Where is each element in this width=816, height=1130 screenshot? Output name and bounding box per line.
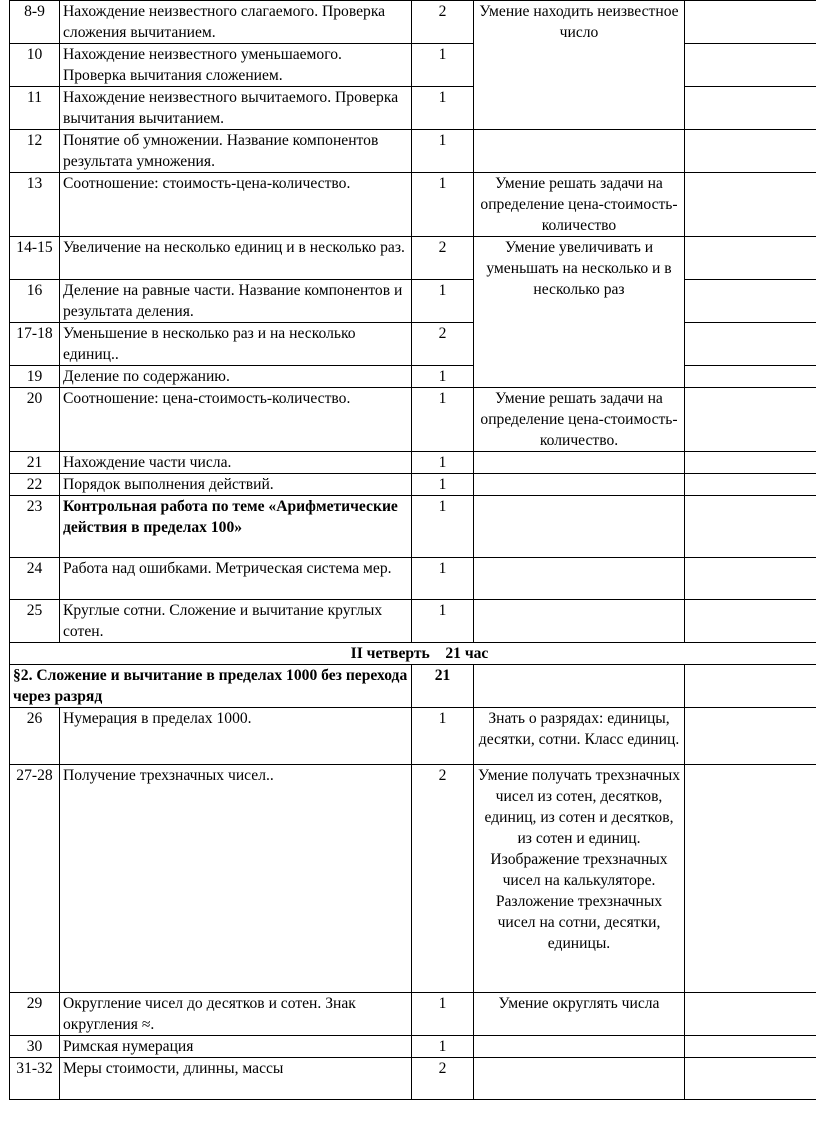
lesson-plan-table	[9, 0, 816, 1100]
table-row	[10, 366, 816, 388]
lesson-hours: 1	[412, 474, 474, 496]
notes-cell	[685, 1036, 816, 1058]
lesson-topic: Работа над ошибками. Метрическая система мер.	[60, 558, 412, 600]
notes-cell	[685, 600, 816, 643]
table-row	[10, 708, 816, 765]
lesson-skill: Умение решать задачи на определение цена-стоимость-количество.	[474, 388, 685, 452]
lesson-topic: Округление чисел до десятков и сотен. Знак округления ≈.	[60, 993, 412, 1036]
lesson-number: 12	[10, 130, 60, 173]
lesson-number: 24	[10, 558, 60, 600]
lesson-skill: Умение находить неизвестное число	[474, 1, 685, 130]
lesson-number: 25	[10, 600, 60, 643]
notes-cell	[685, 665, 816, 708]
lesson-hours: 1	[412, 496, 474, 558]
lesson-number: 10	[10, 44, 60, 87]
lesson-hours: 1	[412, 452, 474, 474]
lesson-hours: 2	[412, 323, 474, 366]
lesson-hours: 1	[412, 600, 474, 643]
quarter-header-row	[10, 643, 816, 665]
notes-cell	[685, 1, 816, 44]
table-row	[10, 496, 816, 558]
lesson-number: 8-9	[10, 1, 60, 44]
lesson-topic: Нахождение неизвестного вычитаемого. Проверка вычитания вычитанием.	[60, 87, 412, 130]
lesson-hours: 1	[412, 44, 474, 87]
table-row	[10, 1058, 816, 1100]
notes-cell	[685, 496, 816, 558]
table-row	[10, 388, 816, 452]
section-title: §2. Сложение и вычитание в пределах 1000 без перехода через разряд	[10, 665, 412, 708]
lesson-hours: 1	[412, 1036, 474, 1058]
lesson-hours: 2	[412, 765, 474, 993]
table-row	[10, 600, 816, 643]
lesson-topic: Римская нумерация	[60, 1036, 412, 1058]
lesson-topic: Нумерация в пределах 1000.	[60, 708, 412, 765]
lesson-hours: 1	[412, 993, 474, 1036]
lesson-hours: 1	[412, 708, 474, 765]
lesson-topic: Нахождение части числа.	[60, 452, 412, 474]
quarter-header: II четверть 21 час	[10, 643, 816, 665]
lesson-number: 22	[10, 474, 60, 496]
notes-cell	[685, 765, 816, 993]
lesson-hours: 2	[412, 237, 474, 280]
notes-cell	[685, 474, 816, 496]
lesson-topic: Понятие об умножении. Название компонентов результата умножения.	[60, 130, 412, 173]
lesson-hours: 1	[412, 87, 474, 130]
lesson-topic: Круглые сотни. Сложение и вычитание круглых сотен.	[60, 600, 412, 643]
lesson-skill: Умение округлять числа	[474, 993, 685, 1036]
table-row	[10, 1, 816, 44]
table-row	[10, 765, 816, 993]
lesson-number: 20	[10, 388, 60, 452]
lesson-number: 31-32	[10, 1058, 60, 1100]
lesson-skill: Знать о разрядах: единицы, десятки, сотни. Класс единиц.	[474, 708, 685, 765]
notes-cell	[685, 237, 816, 280]
table-row	[10, 323, 816, 366]
section-hours: 21	[412, 665, 474, 708]
lesson-hours: 1	[412, 173, 474, 237]
lesson-topic: Меры стоимости, длинны, массы	[60, 1058, 412, 1100]
lesson-number: 26	[10, 708, 60, 765]
lesson-number: 19	[10, 366, 60, 388]
notes-cell	[685, 452, 816, 474]
skill-cell-empty	[474, 1036, 685, 1058]
table-row	[10, 558, 816, 600]
section-row	[10, 665, 816, 708]
lesson-number: 27-28	[10, 765, 60, 993]
table-row	[10, 237, 816, 280]
lesson-topic: Нахождение неизвестного уменьшаемого. Проверка вычитания сложением.	[60, 44, 412, 87]
notes-cell	[685, 993, 816, 1036]
lesson-number: 23	[10, 496, 60, 558]
lesson-number: 16	[10, 280, 60, 323]
table-row	[10, 474, 816, 496]
lesson-topic: Контрольная работа по теме «Арифметические действия в пределах 100»	[60, 496, 412, 558]
skill-cell-empty	[474, 600, 685, 643]
lesson-number: 17-18	[10, 323, 60, 366]
table-row	[10, 130, 816, 173]
lesson-topic: Нахождение неизвестного слагаемого. Проверка сложения вычитанием.	[60, 1, 412, 44]
notes-cell	[685, 130, 816, 173]
notes-cell	[685, 558, 816, 600]
lesson-topic: Увеличение на несколько единиц и в несколько раз.	[60, 237, 412, 280]
lesson-skill: Умение решать задачи на определение цена-стоимость-количество	[474, 173, 685, 237]
lesson-number: 13	[10, 173, 60, 237]
table-row	[10, 44, 816, 87]
skill-cell-empty	[474, 558, 685, 600]
table-row	[10, 1036, 816, 1058]
lesson-hours: 2	[412, 1058, 474, 1100]
skill-cell-empty	[474, 130, 685, 173]
skill-cell-empty	[474, 474, 685, 496]
lesson-skill: Умение получать трехзначных чисел из сотен, десятков, единиц, из сотен и десятков, из сотен и единиц. Изображение трехзначных чисел на калькуляторе. Разложение трехзначных чисел на сотни, десятки, единицы.	[474, 765, 685, 993]
notes-cell	[685, 323, 816, 366]
table-row	[10, 452, 816, 474]
lesson-number: 14-15	[10, 237, 60, 280]
table-row	[10, 280, 816, 323]
notes-cell	[685, 1058, 816, 1100]
notes-cell	[685, 388, 816, 452]
lesson-hours: 2	[412, 1, 474, 44]
lesson-hours: 1	[412, 558, 474, 600]
lesson-topic: Уменьшение в несколько раз и на несколько единиц..	[60, 323, 412, 366]
notes-cell	[685, 366, 816, 388]
lesson-hours: 1	[412, 280, 474, 323]
lesson-topic: Соотношение: стоимость-цена-количество.	[60, 173, 412, 237]
lesson-skill: Умение увеличивать и уменьшать на несколько и в несколько раз	[474, 237, 685, 388]
lesson-topic: Соотношение: цена-стоимость-количество.	[60, 388, 412, 452]
lesson-topic: Получение трехзначных чисел..	[60, 765, 412, 993]
table-row	[10, 87, 816, 130]
notes-cell	[685, 708, 816, 765]
lesson-topic: Порядок выполнения действий.	[60, 474, 412, 496]
notes-cell	[685, 44, 816, 87]
notes-cell	[685, 280, 816, 323]
table-row	[10, 173, 816, 237]
lesson-hours: 1	[412, 130, 474, 173]
skill-cell-empty	[474, 452, 685, 474]
lesson-topic: Деление на равные части. Название компонентов и результата деления.	[60, 280, 412, 323]
notes-cell	[685, 87, 816, 130]
lesson-number: 21	[10, 452, 60, 474]
skill-cell-empty	[474, 1058, 685, 1100]
skill-cell-empty	[474, 496, 685, 558]
lesson-number: 29	[10, 993, 60, 1036]
skill-cell-empty	[474, 665, 685, 708]
notes-cell	[685, 173, 816, 237]
lesson-topic: Деление по содержанию.	[60, 366, 412, 388]
table-row	[10, 993, 816, 1036]
lesson-hours: 1	[412, 388, 474, 452]
lesson-number: 30	[10, 1036, 60, 1058]
lesson-hours: 1	[412, 366, 474, 388]
lesson-number: 11	[10, 87, 60, 130]
